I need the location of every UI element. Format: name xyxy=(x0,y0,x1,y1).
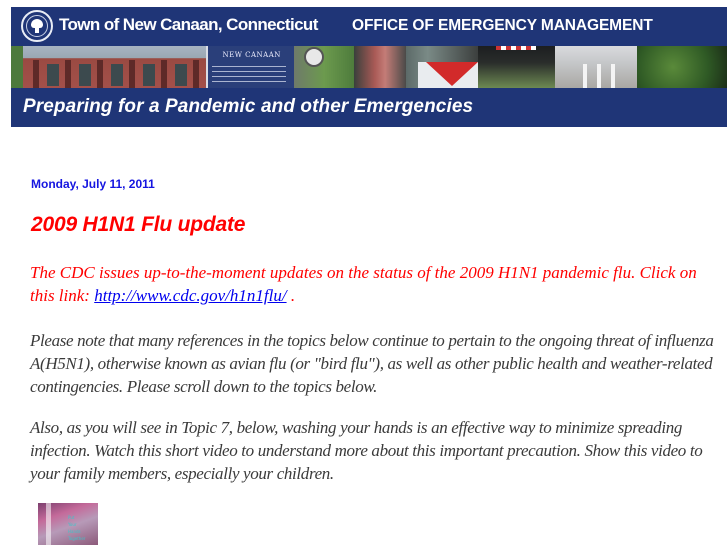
clock-icon xyxy=(304,47,324,67)
town-seal-icon[interactable] xyxy=(21,10,53,42)
photo-band-banner xyxy=(406,46,478,88)
post-date: Monday, July 11, 2011 xyxy=(31,177,155,191)
site-tagline: Preparing for a Pandemic and other Emergencies xyxy=(23,96,474,117)
photo-storefront xyxy=(354,46,406,88)
body-paragraph-handwashing: Also, as you will see in Topic 7, below, washing your hands is an effective way to minimize spreading infection. Watch this short video to understand more about this important precaution. Show this video to your family members, especially your children. xyxy=(30,418,703,483)
intro-paragraph xyxy=(30,261,720,307)
site-header-banner xyxy=(11,7,727,127)
post-title[interactable]: 2009 H1N1 Flu update xyxy=(31,213,246,236)
tree-trunk xyxy=(35,27,39,33)
photo-brick-building xyxy=(11,46,206,88)
photo-historic-sign xyxy=(206,46,294,88)
photo-trees xyxy=(637,46,727,88)
photo-street-clock xyxy=(294,46,354,88)
thumbnail-caption: Together xyxy=(68,536,86,541)
thumbnail-caption: Hands xyxy=(68,529,81,534)
intro-text: The CDC issues up-to-the-moment updates on the status of the 2009 H1N1 pandemic flu. Click on this link: xyxy=(30,263,697,305)
sign-title: NEW CANAAN xyxy=(222,51,281,59)
handwashing-video-thumbnail[interactable] xyxy=(38,503,98,545)
thumbnail-light-streak xyxy=(46,503,51,545)
header-bottom-bar xyxy=(11,88,727,127)
header-photo-strip xyxy=(11,46,727,88)
photo-white-porch xyxy=(555,46,637,88)
intro-trailing: . xyxy=(286,286,296,305)
header-top-bar xyxy=(11,7,727,46)
photo-shrubs xyxy=(478,46,556,88)
office-name: OFFICE OF EMERGENCY MANAGEMENT xyxy=(352,17,653,34)
cdc-h1n1-link[interactable]: http://www.cdc.gov/h1n1flu/ xyxy=(94,286,287,305)
town-name[interactable]: Town of New Canaan, Connecticut xyxy=(59,15,318,34)
band-banner xyxy=(418,62,478,88)
thumbnail-caption: Your xyxy=(68,522,77,527)
body-paragraph-avian-flu: Please note that many references in the topics below continue to pertain to the ongoing threat of influenza A(H5N1), otherwise known as avian flu (or "bird flu"), as well as other public health and weather-related contingencies. Please scroll down to the topics below. xyxy=(30,331,714,396)
thumbnail-caption: Put xyxy=(68,515,75,520)
